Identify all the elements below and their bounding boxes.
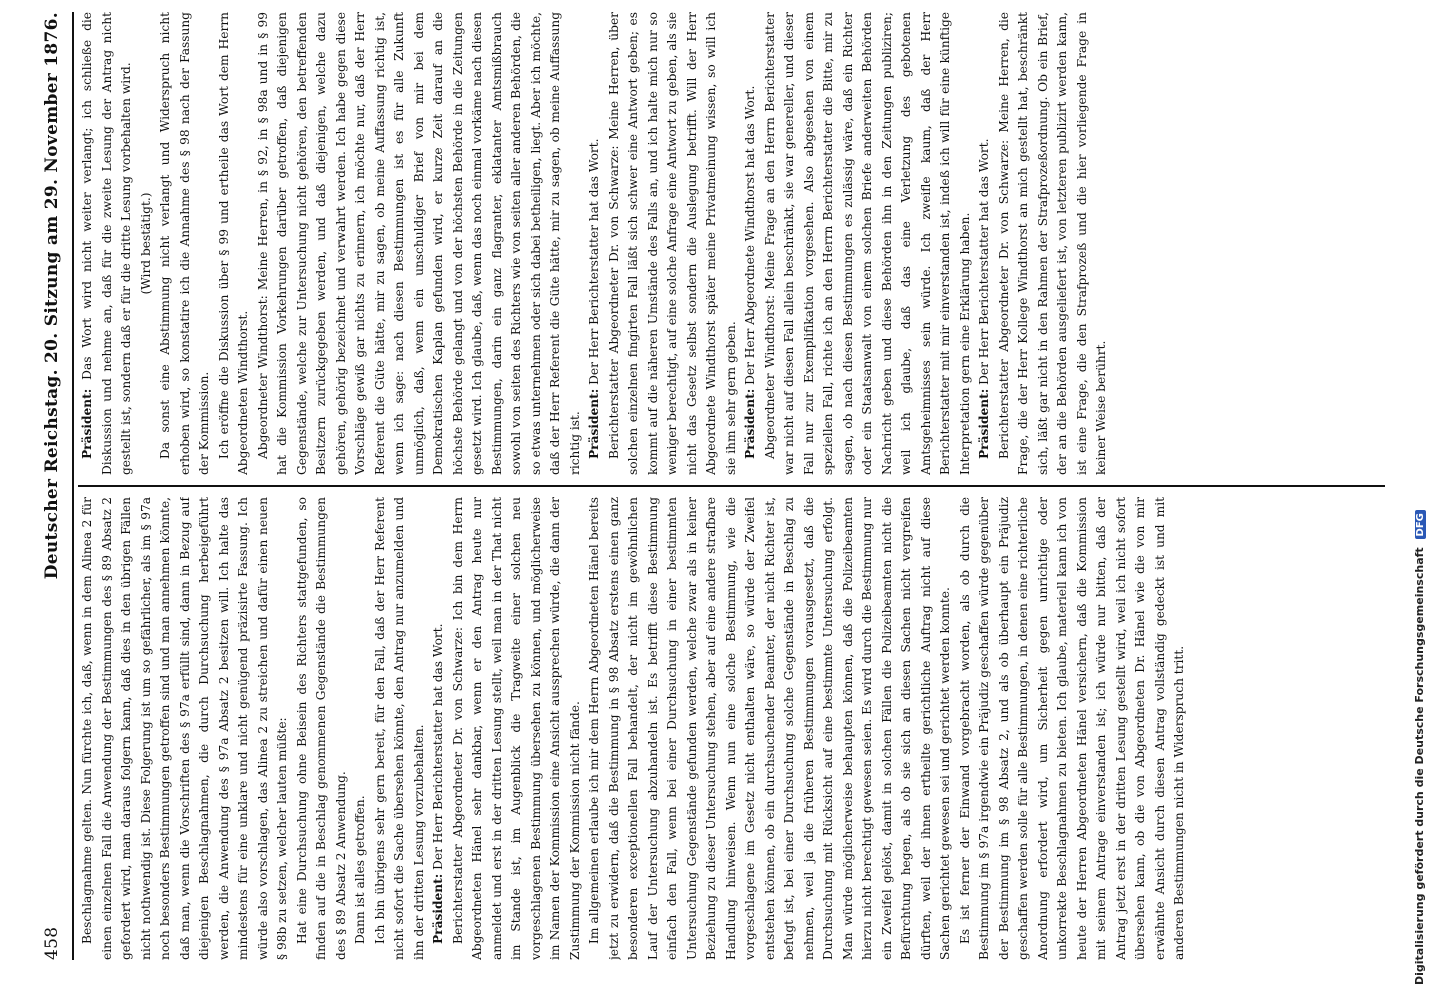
paragraph <box>995 12 1112 475</box>
digitization-note <box>1410 0 1432 1000</box>
page-body <box>78 12 1385 960</box>
paragraph-text: Der Herr Berichterstatter hat das Wort. <box>587 138 601 385</box>
paragraph <box>351 497 371 960</box>
paragraph <box>371 497 430 960</box>
paragraph <box>78 497 293 960</box>
paragraph-text: Abgeordneter Windthorst: Meine Frage an den Herrn Berichterstatter war nicht auf diesen Fall allein beschränkt, sie war genereller, und dieser Fall nur zur Exemplifikation vorgesehen. Also abgesehen von einem speziellen Fall, richte ich an den Herrn Berichterstatter die Bitte, mir zu sagen, ob nach diesen Bestimmungen es zulässig wäre, daß ein Richter oder ein Staatsanwalt von einem solchen Briefe anderweiten Behörden Nachricht geben und diese Behörden ihn in den Zeitungen publiziren; weil ich glaube, daß das eine Verletzung des gebotenen Amtsgeheimnisses sein würde. Ich zweifle kaum, daß der Herr Berichterstatter mit mir einverstanden ist, indeß ich will für eine künftige Interpretation gern eine Erklärung haben. <box>762 12 972 475</box>
digitization-text: Digitalisierung gefördert durch die Deutsche Forschungsgemeinschaft <box>1413 547 1426 985</box>
page-title: Deutscher Reichstag. 20. Sitzung am 29. November 1876. <box>42 12 62 580</box>
paragraph-text: Der Herr Berichterstatter hat das Wort. <box>977 138 991 385</box>
paragraph-text: Berichterstatter Abgeordneter Dr. von Schwarze: Ich bin dem Herrn Abgeordneten Hänel sehr dankbar, wenn er den Antrag heute nur anmeldet und erst in der dritten Lesung stellt, weil man in der That nicht im Stande ist, im Augenblick die Tragweite einer solchen neu vorgeschlagenen Bestimmung übersehen zu können, und möglicherweise im Namen der Kommission eine Ansicht aussprechen würde, die dann der Zustimmung der Kommission nicht fände. <box>450 497 582 960</box>
speaker-label: Präsident: <box>977 388 991 459</box>
paragraph-text: Abgeordneter Windthorst: Meine Herren, in § 92, in § 98a und in § 99 hat die Kommission Vorkehrungen darüber getroffen, daß diejenigen Gegenstände, welche zur Untersuchung nicht gehören, den betreffenden Besitzern zurückgegeben werden, und daß diejenigen, welche dazu gehören, gehörig bezeichnet und verwahrt werden. Ich habe gegen diese Vorschläge gewiß gar nichts zu erinnern, ich möchte nur, daß der Herr Referent die Güte hätte, mir zu sagen, ob meine Auffassung richtig ist, wenn ich sage: nach diesen Bestimmungen ist es für alle Zukunft unmöglich, daß, wenn ein unschuldiger Brief von mir bei dem Demokratischen Kaplan gefunden wird, er kurze Zeit darauf an die höchste Behörde gelangt und von der höchsten Behörde in die Zeitungen gesetzt wird. Ich glaube, daß, wenn das noch einmal vorkäme nach diesen Bestimmungen, darin ein ganz flagranter, eklatanter Amtsmißbrauch sowohl von seiten des Richters wie von seiten aller anderen Behörden, die so etwas unternehmen oder sich dabei betheiligen, liegt. Aber ich möchte, daß der Herr Referent die Güte hätte, mir zu sagen, ob meine Auffassung richtig ist. <box>255 12 582 475</box>
paragraph-text: Das Wort wird nicht weiter verlangt; ich schließe die Diskussion und nehme an, daß für die zweite Lesung der Antrag nicht gestellt ist, sondern daß er für die dritte Lesung vorbehalten wird. <box>80 12 133 475</box>
speaker-label: Präsident: <box>743 388 757 459</box>
paragraph <box>449 497 586 960</box>
paragraph-text: Der Herr Abgeordnete Windthorst hat das Wort. <box>743 85 757 385</box>
paragraph-text: Berichterstatter Abgeordneter Dr. von Schwarze: Meine Herren, die Frage, die der Herr Kollege Windthorst an mich gestellt hat, beschränkt sich, läßt gar nicht in den Rahmen der Strafprozeßordnung. Ob ein Brief, der an die Behörden ausgeliefert ist, von letzteren publizirt werden kann, ist eine Frage, die den Strafprozeß und die hier vorliegende Frage in keiner Weise berührt. <box>996 12 1108 475</box>
paragraph-text: Hat eine Durchsuchung ohne Beisein des Richters stattgefunden, so finden auf die in Beschlag genommenen Gegenstände die Bestimmungen des § 89 Absatz 2 Anwendung. <box>294 497 348 960</box>
paragraph-text: Da sonst eine Abstimmung nicht verlangt und Widerspruch nicht erhoben wird, so konstatire ich die Annahme des § 98 nach der Fassung der Kommission. <box>158 12 211 475</box>
right-column <box>78 12 1385 475</box>
paragraph-text: Es ist ferner der Einwand vorgebracht worden, als ob durch die Bestimmung im § 97a irgendwie ein Präjudiz geschaffen würde gegenüber der Bestimmung im § 98 Absatz 2, und als ob überhaupt ein Präjudiz geschaffen werden solle für alle Bestimmungen, in denen eine richterliche Anordnung erfordert wird, um Sicherheit gegen unrichtige oder unkorrekte Beschlagnahmen zu bieten. Ich glaube, materiell kann ich von heute der Herren Abgeordneten Hänel versichern, daß die Kommission mit seinem Antrage einverstanden ist; ich würde nur bitten, daß der Antrag jetzt erst in der dritten Lesung gestellt wird, weil ich nicht sofort übersehen kann, ob die von Abgeordneten Dr. Hänel wie die von mir erwähnte Ansicht durch diesen Antrag vollständig gedeckt ist und mit anderen Bestimmungen nicht in Widerspruch tritt. <box>957 497 1186 960</box>
speaker-paragraph <box>741 12 761 475</box>
paragraph-text: Ich bin übrigens sehr gern bereit, für den Fall, daß der Herr Referent nicht sofort die Sache übersehen könnte, den Antrag nur anzumelden und ihn der dritten Lesung vorzubehalten. <box>372 497 426 960</box>
dfg-logo: DFG <box>1415 510 1426 539</box>
speaker-paragraph <box>975 12 995 475</box>
paragraph-text: Berichterstatter Abgeordneter Dr. von Schwarze: Meine Herren, über solchen einzelnen fingirten Fall läßt sich schwer eine Antwort geben; es kommt auf die näheren Umstände des Falls an, und ich halte mich nur so weniger berechtigt, auf eine solche Anfrage eine Antwort zu geben, als sie nicht das Gesetz selbst sondern die Auslegung betrifft. Will der Herr Abgeordnete Windthorst später meine Privatmeinung wissen, so will ich sie ihm sehr gern geben. <box>606 12 738 475</box>
paragraph-text: Ich eröffne die Diskussion über § 99 und ertheile das Wort dem Herrn Abgeordneten Windthorst. <box>216 12 250 475</box>
speaker-paragraph <box>585 12 605 475</box>
paragraph <box>585 497 956 960</box>
paragraph <box>215 12 254 475</box>
paragraph-text: Im allgemeinen erlaube ich mir dem Herrn Abgeordneten Hänel bereits jetzt zu erwidern, daß die Bestimmung in § 98 Absatz erstens einen ganz besonderen exceptionellen Fall behandelt, der nicht im gewöhnlichen Lauf der Untersuchung abzuhandeln ist. Es betrifft diese Bestimmung einfach den Fall, wenn bei einer Durchsuchung in einer bestimmten Untersuchung Gegenstände gefunden werden, welche zwar als in keiner Beziehung zu dieser Untersuchung stehen, aber auf eine andere strafbare Handlung hinweisen. Wenn nun eine solche Bestimmung, wie die vorgeschlagene im Gesetz nicht enthalten wäre, so würde der Zweifel entstehen können, ob ein durchsuchender Beamter, der nicht Richter ist, befugt ist, bei einer Durchsuchung solche Gegenstände in Beschlag zu nehmen, weil ja die früheren Bestimmungen vorausgesetzt, daß die Durchsuchung mit Rücksicht auf eine bestimmte Untersuchung erfolgt. Man würde möglicherweise behaupten können, daß die Polizeibeamten hierzu nicht berechtigt gewesen seien. Es wird durch die Bestimmung nur ein Zweifel gelöst, damit in solchen Fällen die Polizeibeamten nicht die Befürchtung hegen, als ob sie sich an diesen Sachen nicht vergreifen dürften, weil der ihnen ertheilte gerichtliche Auftrag nicht auf diese Sachen gerichtet gewesen sei und gerichtet werden konnte. <box>587 497 952 960</box>
page-header <box>32 12 74 960</box>
paragraph <box>956 497 1190 960</box>
speaker-paragraph <box>429 497 449 960</box>
rotated-page <box>20 0 1415 980</box>
paragraph <box>605 12 742 475</box>
paragraph <box>137 12 157 475</box>
speaker-label: Präsident: <box>80 388 94 459</box>
speaker-paragraph <box>78 12 137 475</box>
paragraph-text: Der Herr Berichterstatter hat das Wort. <box>431 623 445 870</box>
left-column <box>78 497 1385 960</box>
speaker-label: Präsident: <box>431 873 445 944</box>
paragraph <box>293 497 352 960</box>
page-number: 458 <box>42 926 62 960</box>
speaker-label: Präsident: <box>587 388 601 459</box>
paragraph <box>761 12 976 475</box>
paragraph-text: (Wird bestätigt.) <box>138 192 153 295</box>
paragraph-text: Dann ist alles getroffen. <box>353 795 367 944</box>
paragraph-text: Beschlagnahme gelten. Nun fürchte ich, daß, wenn in dem Alinea 2 für einen einzelnen Fall die Anwendung der Bestimmungen des § 89 Absatz 2 gefordert wird, man daraus folgern kann, daß dies in den übrigen Fällen nicht nothwendig ist. Diese Folgerung ist um so gefährlicher, als im § 97a noch besonders Bestimmungen getroffen sind und man annehmen könnte, daß man, wenn die Vorschriften des § 97a erfüllt sind, dann in Bezug auf diejenigen Beschlagnahmen, die durch Durchsuchung herbeigeführt werden, die Anwendung des § 97a Absatz 2 besitzen will. Ich halte das mindestens für eine unklare und nicht genügend präzisirte Fassung. Ich würde also vorschlagen, das Alinea 2 zu streichen und dafür einen neuen § 98b zu setzen, welcher lauten müßte: <box>80 497 289 960</box>
paragraph <box>254 12 586 475</box>
column-divider <box>78 485 1385 487</box>
paragraph <box>156 12 215 475</box>
